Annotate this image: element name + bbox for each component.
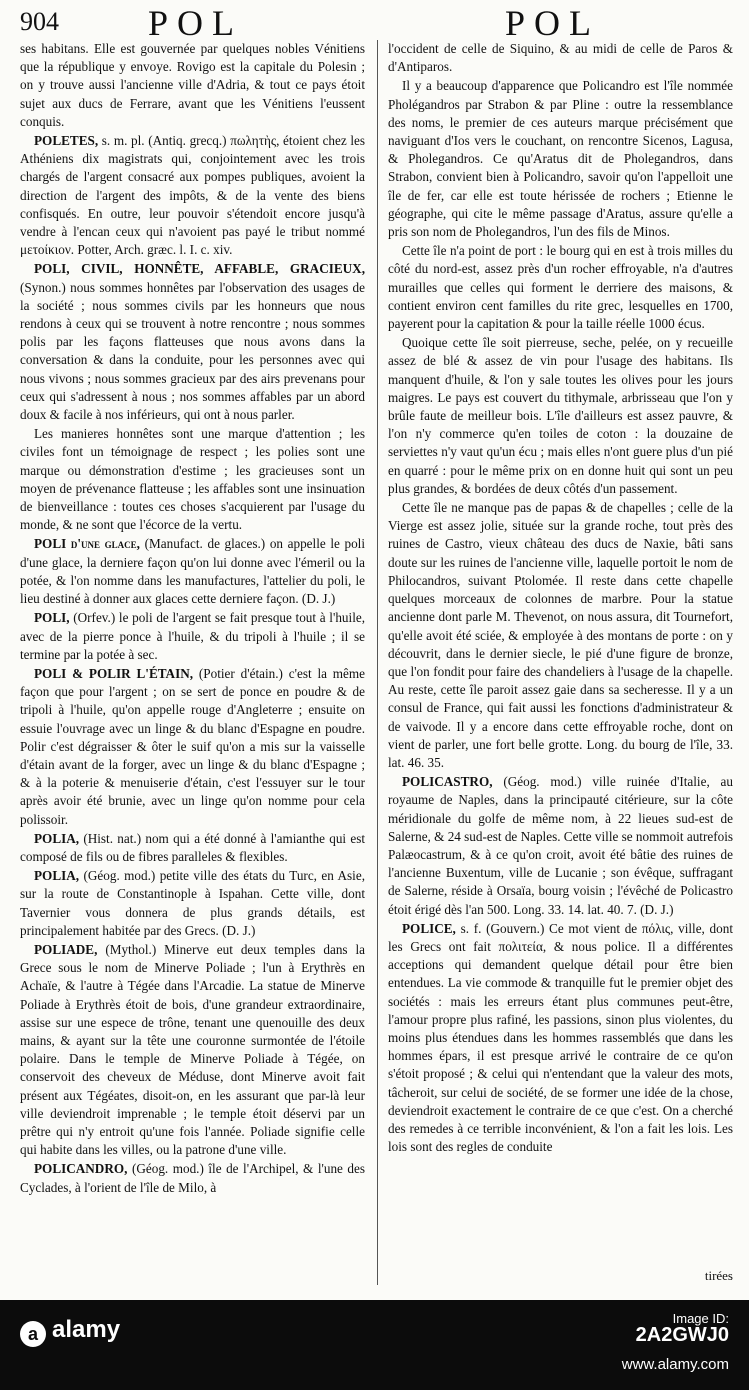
site-url: www.alamy.com bbox=[621, 1356, 729, 1373]
running-head-left: POL bbox=[148, 3, 244, 43]
entry-headword: POLIADE, bbox=[34, 941, 98, 957]
entry-text: (Hist. nat.) nom qui a été donné à l'amianthe qui est composé de fils ou de fibres paralleles & flexibles. bbox=[20, 830, 365, 864]
right-column bbox=[388, 40, 733, 1290]
page-number: 904 bbox=[20, 7, 59, 36]
entry-headword: POLICE, bbox=[402, 920, 456, 936]
entry-text: (Synon.) nous sommes honnêtes par l'observation des usages de la société ; nous sommes civils par les honneurs que nous rendons à ceux qui se trouvent à notre rencontre ; nous sommes polis par les façons flatteuses que nous avons dans la conversation & dans la conduite, pour les personnes avec qui nous vivons ; nous sommes gracieux par des airs prevenans pour ceux qui s'adressent à nous ; nos sommes affables par un abord doux & facile à nos inférieurs, qui ont à nous parler. bbox=[20, 279, 365, 423]
entry-paragraph bbox=[20, 830, 365, 866]
entry-paragraph bbox=[388, 499, 733, 772]
entry-paragraph bbox=[20, 425, 365, 534]
image-id-code: 2A2GWJ0 bbox=[635, 1324, 729, 1346]
entry-text: (Manufact. de glaces.) on appelle le poli d'une glace, la derniere façon qu'on lui donne avec l'émeril ou la potée, & l'on nomme dans les manufactures, l'attelier du poli, le lieu destiné à donner aux glaces cette derniere façon. (D. J.) bbox=[20, 536, 365, 607]
brand-name: alamy bbox=[52, 1316, 121, 1343]
entry-headword: POLETES, bbox=[34, 133, 99, 149]
entry-text: ses habitans. Elle est gouvernée par quelques nobles Vénitiens que la république y envoye. Rovigo est la capitale du Polesin ; on y trouve aussi l'ancienne ville d'Adria, & tout ce pays étoit sujet aux ducs de Ferrare, avant que les Vénitiens l'eussent conquis. bbox=[20, 41, 365, 129]
entry-headword: POLIA, bbox=[34, 830, 80, 846]
entry-paragraph bbox=[388, 334, 733, 498]
entry-text: (Géog. mod.) petite ville des états du Turc, en Asie, sur la route de Constantinople à Ispahan. Cette ville, dont Tavernier vous donnera de plus grands détails, est principalement habitée par des Grecs. (D. J.) bbox=[20, 868, 365, 938]
brand-logo bbox=[20, 1316, 120, 1347]
entry-text: (Géog. mod.) ville ruinée d'Italie, au royaume de Naples, dans la principauté citérieure, sur la côte méridionale du golfe de même nom, à 22 lieues sud-est de Salerne, & 24 sud-est de Naples. Cette ville se nommoit autrefois Palæocastrum, & à ce qu'on croit, avoit été bâtie des ruines de l'ancienne Buxentum, ville de Lucanie ; son évêque, suffragant de Salerne, réside à Orsaïa, bourg voisin ; l'évêché de Policastro étoit érigé dès l'an 500. Long. 33. 14. lat. 40. 7. (D. J.) bbox=[388, 774, 733, 917]
entry-headword: POLI & POLIR L'ÉTAIN, bbox=[34, 665, 194, 681]
entry-paragraph bbox=[20, 40, 365, 131]
entry-paragraph bbox=[20, 260, 365, 424]
entry-text: s. m. pl. (Antiq. grecq.) πωλητὴς, étoient chez les Athéniens dix magistrats qui, conjointement avec les trois chargés de l'argent consacré aux pompes publiques, avoient la direction de l'argent des impôts, & de la vente des biens confisqués. En outre, leur pouvoir s'étendoit encore jusqu'à vendre à l'encan ceux qui n'avoient pas payé le tribut nommé μετοίκιον. Potter, Arch. græc. l. I. c. xiv. bbox=[20, 133, 365, 258]
entry-text: (Potier d'étain.) c'est la même façon que pour l'argent ; on se sert de ponce en poudre & de tripoli à l'huile, qu'on appelle rouge d'Angleterre ; ensuite on essuie l'ouvrage avec un linge & du blanc d'Espagne en poudre. Polir c'est dégraisser & ôter le suif qu'on a mis sur la vaisselle d'étain avant de la forger, avec un linge & du blanc d'Espagne ; & à la poterie & menuiserie d'étain, c'est l'essuyer sur le tour après avoir été brunie, avec un linge qu'on nomme pour cela polissoir. bbox=[20, 665, 365, 827]
entry-text: Quoique cette île soit pierreuse, seche, pelée, on y recueille assez de blé & assez de vin pour l'usage des habitans. Ils manquent d'huile, & l'on y sale toutes les olives pour les jours maigres. Le pays est couvert du tithymale, arbrisseau que l'on y brûle faute de meilleur bois. L'île d'ailleurs est assez pauvre, & l'on n'y commerce qu'en toiles de coton : la douzaine de serviettes n'y vaut qu'un écu ; mais elles n'ont guere plus d'un pié en quarré : pour le même prix on en donne huit qui sont un peu plus grandes, & bordées de deux côtés d'un passement. bbox=[388, 335, 733, 496]
entry-text: Les manieres honnêtes sont une marque d'attention ; les civiles font un témoignage de respect ; les polies sont une marque ou démonstration d'estime ; les gracieuses sont un moyen de prévenance flatteuse ; les affables sont une insinuation de bienveillance : toutes ces choses s'acquierent par l'usage du monde, & ne sont que l'écorce de la vertu. bbox=[20, 426, 365, 533]
brand-icon: a bbox=[20, 1321, 46, 1347]
entry-paragraph bbox=[20, 1160, 365, 1196]
entry-text: l'occident de celle de Siquino, & au midi de celle de Paros & d'Antiparos. bbox=[388, 41, 733, 75]
entry-paragraph bbox=[20, 535, 365, 608]
entry-headword: POLICANDRO, bbox=[34, 1161, 128, 1177]
image-id-label: Image ID: bbox=[672, 1311, 729, 1326]
column-divider bbox=[377, 40, 378, 1285]
entry-text: Cette île ne manque pas de papas & de chapelles ; celle de la Vierge est assez jolie, située sur la grande roche, tout près des ruines de Castro, vieux château des ducs de Naxie, bâti sans doute sur les ruines de l'ancienne ville, laquelle portoit le nom de Philocandros, suivant Ptolomée. Il reste dans cette chapelle quelques morceaux de colonnes de marbre. Pour la statue ancienne dont parle M. Thevenot, on nous assura, dit Tournefort, qu'elle avoit été sciée, & employée à des montans de porte : on y découvrit, dans le dernier siecle, le pié d'une figure de bronze, que l'on fondit pour faire des chandeliers à l'usage de la chapelle. Au reste, cette île paroit assez gaie dans sa secheresse. Il y a un consul de France, qui fait aussi les fonctions d'administrateur & de vaivode. Il y a encore dans cette effroyable roche, dont on vient de parler, une fort belle grotte. Long. du bourg de l'île, 33. lat. 46. 35. bbox=[388, 500, 733, 770]
running-head-right: POL bbox=[505, 3, 601, 43]
entry-text: (Mythol.) Minerve eut deux temples dans la Grece sous le nom de Minerve Poliade ; l'un à Erythrès en Achaïe, & l'autre à Tégée dans l'Arcadie. La statue de Minerve Poliade à Erythrès étoit de bois, d'une grandeur extraordinaire, assise sur une espece de trône, tenant une quenouille des deux mains, & ayant sur la tête une couronne surmontée de l'étoile polaire. Dans le temple de Minerve Poliade à Tégée, on conservoit des cheveux de Méduse, dont Minerve avoit fait présent aux Tégéates, disoit-on, en les assurant que par-là leur ville deviendroit imprenable ; le temple étoit déservi par un prêtre qui n'y entroit qu'une fois l'année. Poliade signifie celle qui habite dans les villes, ou la patrone d'une ville. bbox=[20, 941, 365, 1158]
entry-paragraph bbox=[20, 665, 365, 829]
entry-text: (Orfev.) le poli de l'argent se fait presque tout à l'huile, avec de la pierre ponce à l'huile, & du tripoli à l'huile ; il se termine par la potée à sec. bbox=[20, 610, 365, 662]
entry-paragraph bbox=[20, 867, 365, 940]
entry-text: Il y a beaucoup d'apparence que Policandro est l'île nommée Pholégandros par Strabon & par Pline : outre la ressemblance des noms, le premier de ces auteurs marque précisément que naviguant d'Ios vers le couchant, on rencontre Sicenos, Lagusa, & Pholegandros. Ce qu'Aratus dit de Pholegandros, dans Strabon, convient bien à Policandro, savoir qu'on l'appelloit une île de fer, car elle est toute hérissée de rochers ; Etienne le géographe, qui cite le même passage d'Aratus, assure qu'elle a pris son nom de Pholegandros, l'un des fils de Minos. bbox=[388, 78, 733, 240]
entry-paragraph bbox=[388, 773, 733, 919]
entry-paragraph bbox=[388, 77, 733, 241]
stock-footer bbox=[0, 1300, 749, 1390]
entry-text: s. f. (Gouvern.) Ce mot vient de πόλις, ville, dont les Grecs ont fait πολιτεία, & nous police. Il a différentes acceptions qui demandent quelque détail pour être bien entendues. La vie commode & tranquille fut le premier objet des sociétés : mais les erreurs étant plus communes peut-être, l'amour propre plus rafiné, les passions, sinon plus violentes, du moins plus étendues dans les hommes rassemblés que dans les hommes épars, il est presque arrivé le contraire de ce qu'on s'étoit proposé ; & celui qui n'entendant que la valeur des mots, tâcheroit, sur celui de société, de se former une idée de la chose, deviendroit exactement le contraire de ce que c'est. On a cherché des remedes à ce terrible inconvénient, & l'on a fait les lois. Les lois sont des regles de conduite bbox=[388, 920, 733, 1155]
catchword: tirées bbox=[704, 1268, 733, 1283]
entry-headword: POLI d'une glace, bbox=[34, 536, 140, 552]
entry-paragraph bbox=[388, 40, 733, 76]
left-column bbox=[20, 40, 365, 1290]
entry-paragraph bbox=[20, 941, 365, 1159]
entry-paragraph bbox=[20, 132, 365, 259]
entry-headword: POLI, bbox=[34, 610, 70, 626]
entry-text: Cette île n'a point de port : le bourg qui en est à trois milles du côté du nord-est, assez près d'un rocher effroyable, n'a d'autres murailles que celles qui forment le derriere des maisons, & contient environ cent familles du rite grec, lesquelles en 1700, payerent pour la capitation & pour la taille réelle 1000 écus. bbox=[388, 243, 733, 332]
entry-paragraph bbox=[20, 609, 365, 664]
entry-paragraph bbox=[388, 920, 733, 1157]
entry-headword: POLI, CIVIL, HONNÊTE, AFFABLE, GRACIEUX, bbox=[34, 261, 365, 277]
entry-paragraph bbox=[388, 242, 733, 333]
image-id-block bbox=[636, 1310, 729, 1344]
entry-headword: POLIA, bbox=[34, 868, 80, 884]
entry-headword: POLICASTRO, bbox=[402, 774, 493, 790]
entry-text: (Géog. mod.) île de l'Archipel, & l'une des Cyclades, à l'orient de l'île de Milo, à bbox=[20, 1161, 365, 1195]
